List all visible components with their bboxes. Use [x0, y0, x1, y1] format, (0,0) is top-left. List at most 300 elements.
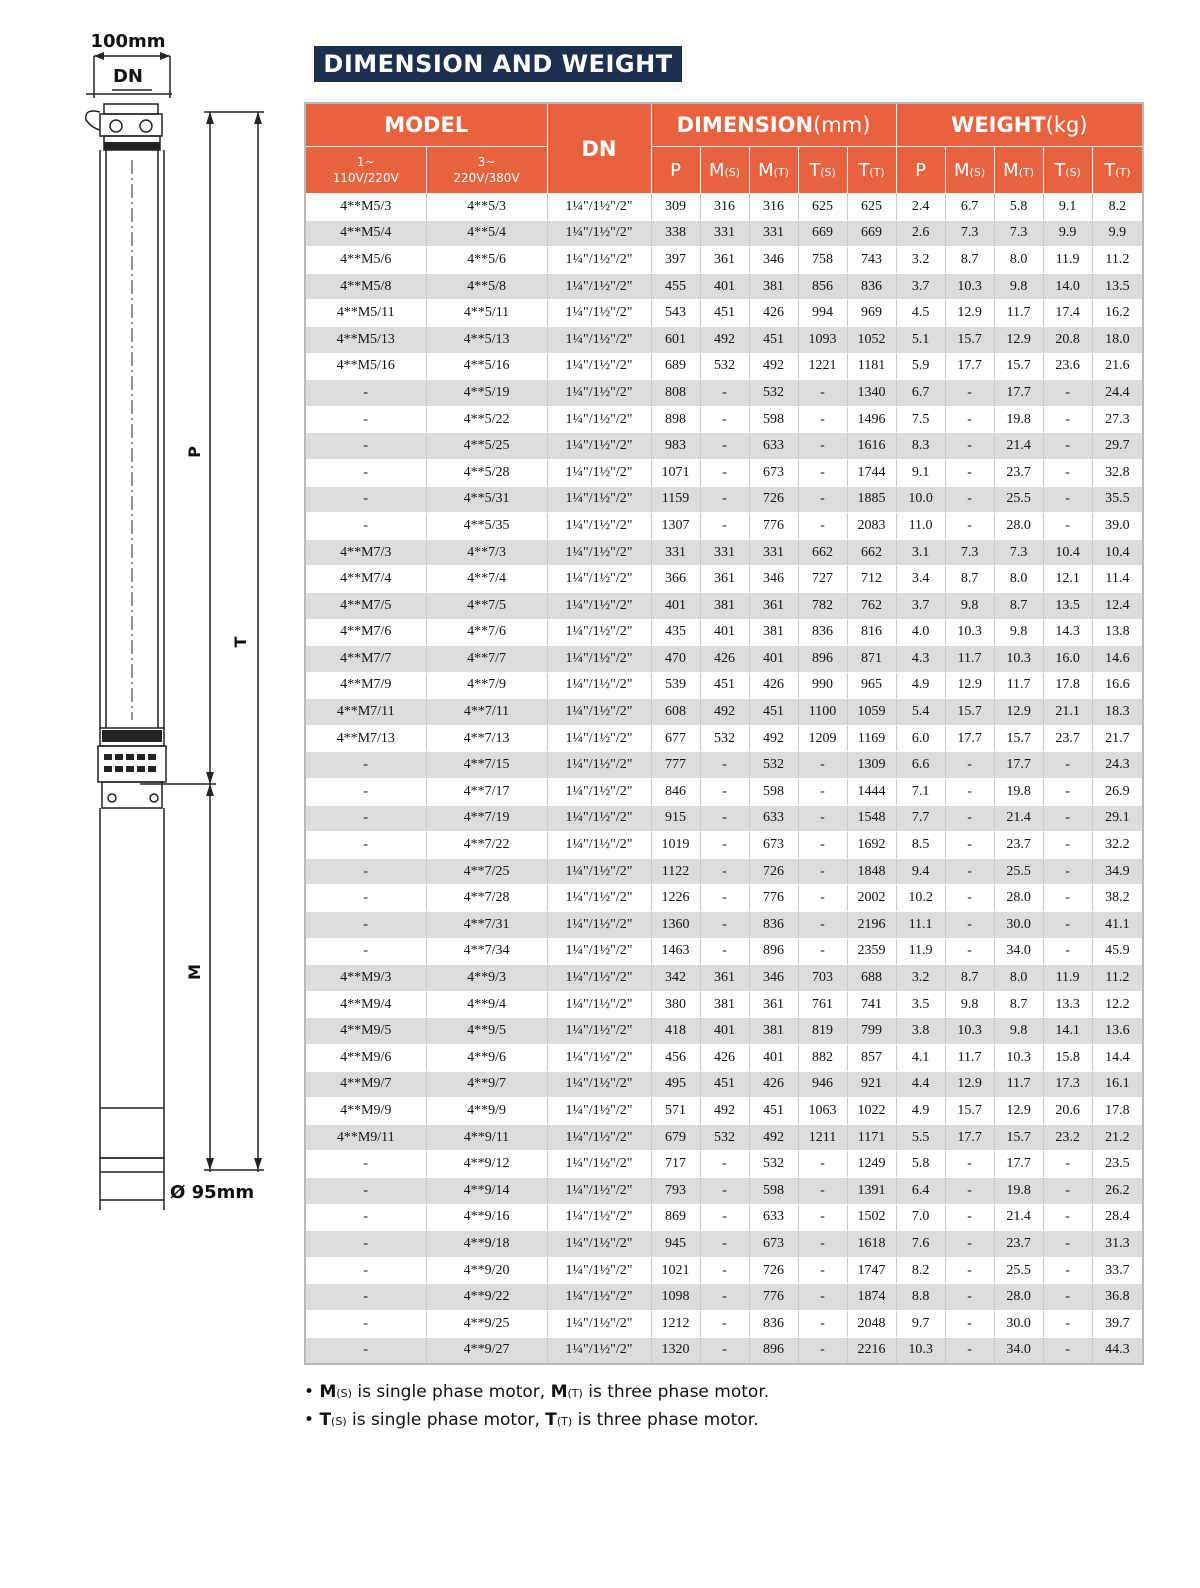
cell-dim-tt: 741 — [847, 991, 896, 1018]
note1-mid: is single phase motor, — [351, 1382, 551, 1402]
page-title: DIMENSION AND WEIGHT — [314, 46, 682, 82]
cell-dim-ts: - — [798, 406, 847, 433]
diameter-label: Ø 95mm — [170, 1182, 255, 1203]
cell-wt-mt: 23.7 — [994, 1231, 1043, 1258]
cell-wt-tt: 21.2 — [1092, 1124, 1143, 1151]
cell-dim-tt: 1496 — [847, 406, 896, 433]
cell-wt-p: 4.9 — [896, 672, 945, 699]
cell-wt-ms: - — [945, 406, 994, 433]
cell-dn: 1¼"/1½"/2" — [547, 672, 651, 699]
cell-dim-tt: 1548 — [847, 805, 896, 832]
cell-wt-tt: 45.9 — [1092, 938, 1143, 965]
cell-dim-p: 380 — [651, 991, 700, 1018]
cell-dim-ms: - — [700, 858, 749, 885]
cell-wt-mt: 8.7 — [994, 592, 1043, 619]
cell-wt-p: 7.7 — [896, 805, 945, 832]
cell-wt-ts: 17.4 — [1043, 300, 1092, 327]
cell-dim-tt: 712 — [847, 566, 896, 593]
cell-wt-ts: - — [1043, 885, 1092, 912]
cell-dim-tt: 1692 — [847, 832, 896, 859]
cell-wt-ts: 14.0 — [1043, 273, 1092, 300]
cell-dn: 1¼"/1½"/2" — [547, 619, 651, 646]
cell-model-3ph: 4**7/7 — [426, 646, 547, 673]
cell-wt-ms: 17.7 — [945, 725, 994, 752]
cell-dn: 1¼"/1½"/2" — [547, 539, 651, 566]
wt-tt-letter: T — [1104, 159, 1116, 181]
cell-wt-ts: 17.8 — [1043, 672, 1092, 699]
cell-dim-ts: 662 — [798, 539, 847, 566]
cell-model-1ph: 4**M9/6 — [305, 1045, 426, 1072]
cell-wt-p: 5.8 — [896, 1151, 945, 1178]
cell-dim-ts: - — [798, 1257, 847, 1284]
table-row — [305, 406, 1143, 433]
cell-dim-mt: 346 — [749, 566, 798, 593]
cell-model-1ph: 4**M7/11 — [305, 699, 426, 726]
cell-dim-mt: 426 — [749, 1071, 798, 1098]
cell-wt-mt: 28.0 — [994, 513, 1043, 540]
cell-dim-tt: 1059 — [847, 699, 896, 726]
cell-dim-ts: - — [798, 805, 847, 832]
cell-dim-ms: 532 — [700, 725, 749, 752]
cell-dn: 1¼"/1½"/2" — [547, 406, 651, 433]
cell-model-1ph: - — [305, 1284, 426, 1311]
table-row — [305, 220, 1143, 247]
table-row — [305, 1124, 1143, 1151]
table-row — [305, 247, 1143, 274]
cell-wt-tt: 38.2 — [1092, 885, 1143, 912]
table-row — [305, 1098, 1143, 1125]
cell-wt-ts: 17.3 — [1043, 1071, 1092, 1098]
table-row — [305, 1071, 1143, 1098]
cell-wt-p: 4.5 — [896, 300, 945, 327]
cell-wt-mt: 28.0 — [994, 1284, 1043, 1311]
cell-dim-ts: - — [798, 832, 847, 859]
wt-ms-suffix: (S) — [969, 165, 986, 179]
model-header: MODEL — [305, 103, 547, 147]
cell-model-1ph: 4**M9/11 — [305, 1124, 426, 1151]
cell-wt-mt: 23.7 — [994, 832, 1043, 859]
cell-dim-tt: 2048 — [847, 1310, 896, 1337]
cell-dim-ts: - — [798, 486, 847, 513]
cell-wt-tt: 10.4 — [1092, 539, 1143, 566]
cell-dim-mt: 633 — [749, 805, 798, 832]
cell-dim-tt: 965 — [847, 672, 896, 699]
cell-model-1ph: 4**M5/6 — [305, 247, 426, 274]
cell-dim-p: 418 — [651, 1018, 700, 1045]
cell-wt-ts: 23.6 — [1043, 353, 1092, 380]
cell-dn: 1¼"/1½"/2" — [547, 300, 651, 327]
cell-dn: 1¼"/1½"/2" — [547, 1257, 651, 1284]
cell-wt-mt: 8.7 — [994, 991, 1043, 1018]
cell-wt-mt: 5.8 — [994, 194, 1043, 221]
cell-wt-ts: 9.1 — [1043, 194, 1092, 221]
cell-wt-tt: 35.5 — [1092, 486, 1143, 513]
cell-model-3ph: 4**5/19 — [426, 380, 547, 407]
cell-model-1ph: 4**M5/3 — [305, 194, 426, 221]
cell-model-1ph: - — [305, 380, 426, 407]
cell-dim-p: 366 — [651, 566, 700, 593]
dim-mt-header — [749, 147, 798, 194]
cell-wt-ts: - — [1043, 1310, 1092, 1337]
cell-dim-p: 338 — [651, 220, 700, 247]
cell-dim-tt: 669 — [847, 220, 896, 247]
cell-dim-ms: 451 — [700, 1071, 749, 1098]
cell-dim-p: 543 — [651, 300, 700, 327]
cell-wt-ts: - — [1043, 513, 1092, 540]
cell-dim-mt: 726 — [749, 1257, 798, 1284]
cell-dim-p: 571 — [651, 1098, 700, 1125]
cell-model-3ph: 4**5/35 — [426, 513, 547, 540]
cell-dim-ts: - — [798, 1204, 847, 1231]
cell-dim-tt: 1885 — [847, 486, 896, 513]
cell-wt-mt: 25.5 — [994, 486, 1043, 513]
cell-dim-ms: 381 — [700, 991, 749, 1018]
cell-dim-ts: 727 — [798, 566, 847, 593]
cell-dim-ts: - — [798, 1337, 847, 1364]
cell-dim-ts: 819 — [798, 1018, 847, 1045]
cell-model-3ph: 4**7/31 — [426, 912, 547, 939]
cell-dim-p: 1021 — [651, 1257, 700, 1284]
cell-dim-mt: 361 — [749, 991, 798, 1018]
table-row — [305, 1257, 1143, 1284]
cell-wt-mt: 12.9 — [994, 699, 1043, 726]
cell-model-1ph: - — [305, 1231, 426, 1258]
cell-wt-tt: 23.5 — [1092, 1151, 1143, 1178]
table-row — [305, 646, 1143, 673]
cell-wt-ts: 11.9 — [1043, 247, 1092, 274]
cell-wt-ms: - — [945, 805, 994, 832]
cell-wt-tt: 26.9 — [1092, 779, 1143, 806]
cell-wt-tt: 31.3 — [1092, 1231, 1143, 1258]
cell-dim-ms: 316 — [700, 194, 749, 221]
cell-model-1ph: - — [305, 433, 426, 460]
cell-wt-p: 11.0 — [896, 513, 945, 540]
dim-mt-letter: M — [758, 159, 774, 181]
cell-dn: 1¼"/1½"/2" — [547, 965, 651, 992]
cell-dim-p: 1098 — [651, 1284, 700, 1311]
cell-dim-tt: 1171 — [847, 1124, 896, 1151]
cell-dim-mt: 401 — [749, 1045, 798, 1072]
dim-ts-suffix: (S) — [820, 165, 836, 179]
cell-wt-mt: 11.7 — [994, 1071, 1043, 1098]
cell-dim-ms: - — [700, 1337, 749, 1364]
cell-wt-p: 5.9 — [896, 353, 945, 380]
cell-dn: 1¼"/1½"/2" — [547, 380, 651, 407]
footnote-motor: • M(S) is single phase motor, M(T) is three phase motor. — [304, 1382, 770, 1402]
cell-dim-ts: - — [798, 433, 847, 460]
cell-dim-mt: 673 — [749, 832, 798, 859]
cell-wt-p: 3.7 — [896, 592, 945, 619]
cell-dim-tt: 1052 — [847, 326, 896, 353]
phase3-header — [426, 147, 547, 194]
cell-model-3ph: 4**5/3 — [426, 194, 547, 221]
cell-wt-mt: 15.7 — [994, 353, 1043, 380]
cell-wt-mt: 8.0 — [994, 566, 1043, 593]
cell-wt-ts: 20.6 — [1043, 1098, 1092, 1125]
cell-dim-mt: 673 — [749, 459, 798, 486]
cell-dim-tt: 625 — [847, 194, 896, 221]
cell-wt-p: 3.5 — [896, 991, 945, 1018]
footnote-total: • T(S) is single phase motor, T(T) is three phase motor. — [304, 1410, 759, 1430]
cell-wt-tt: 36.8 — [1092, 1284, 1143, 1311]
cell-model-3ph: 4**7/3 — [426, 539, 547, 566]
cell-dim-p: 846 — [651, 779, 700, 806]
cell-dim-ms: 361 — [700, 247, 749, 274]
cell-wt-mt: 23.7 — [994, 459, 1043, 486]
cell-model-1ph: - — [305, 459, 426, 486]
note1-m2: M — [550, 1382, 568, 1402]
cell-model-3ph: 4**7/5 — [426, 592, 547, 619]
dim-p-header: P — [651, 147, 700, 194]
pump-dimension-drawing — [0, 0, 300, 1240]
cell-dim-ms: - — [700, 406, 749, 433]
table-row — [305, 699, 1143, 726]
table-row — [305, 539, 1143, 566]
cell-dim-mt: 381 — [749, 619, 798, 646]
cell-model-1ph: - — [305, 779, 426, 806]
cell-model-1ph: - — [305, 1177, 426, 1204]
table-row — [305, 1045, 1143, 1072]
cell-model-1ph: - — [305, 912, 426, 939]
dim-tt-letter: T — [858, 159, 870, 181]
cell-dim-ms: - — [700, 1204, 749, 1231]
cell-model-1ph: 4**M9/5 — [305, 1018, 426, 1045]
cell-dim-ms: - — [700, 1310, 749, 1337]
cell-dim-mt: 598 — [749, 1177, 798, 1204]
table-row — [305, 1151, 1143, 1178]
cell-wt-ms: - — [945, 779, 994, 806]
cell-dn: 1¼"/1½"/2" — [547, 912, 651, 939]
cell-wt-mt: 12.9 — [994, 326, 1043, 353]
cell-dim-mt: 346 — [749, 247, 798, 274]
cell-dim-ms: 331 — [700, 539, 749, 566]
table-row — [305, 353, 1143, 380]
dimension-unit: (mm) — [813, 113, 871, 137]
cell-dim-tt: 1181 — [847, 353, 896, 380]
cell-dn: 1¼"/1½"/2" — [547, 566, 651, 593]
cell-wt-ts: - — [1043, 1284, 1092, 1311]
table-row — [305, 194, 1143, 221]
cell-dim-tt: 1744 — [847, 459, 896, 486]
table-row — [305, 380, 1143, 407]
cell-dim-tt: 1022 — [847, 1098, 896, 1125]
cell-model-1ph: 4**M7/6 — [305, 619, 426, 646]
cell-model-1ph: - — [305, 938, 426, 965]
cell-dim-tt: 743 — [847, 247, 896, 274]
cell-dim-p: 677 — [651, 725, 700, 752]
cell-wt-ts: 11.9 — [1043, 965, 1092, 992]
cell-dim-p: 869 — [651, 1204, 700, 1231]
cell-dim-tt: 921 — [847, 1071, 896, 1098]
cell-model-3ph: 4**5/8 — [426, 273, 547, 300]
cell-dim-ts: - — [798, 858, 847, 885]
cell-dim-p: 608 — [651, 699, 700, 726]
cell-wt-mt: 34.0 — [994, 938, 1043, 965]
cell-wt-p: 6.7 — [896, 380, 945, 407]
cell-wt-p: 9.7 — [896, 1310, 945, 1337]
cell-dim-p: 456 — [651, 1045, 700, 1072]
cell-wt-tt: 32.8 — [1092, 459, 1143, 486]
cell-wt-mt: 10.3 — [994, 1045, 1043, 1072]
cell-wt-ts: - — [1043, 406, 1092, 433]
cell-dim-ms: 361 — [700, 566, 749, 593]
cell-dn: 1¼"/1½"/2" — [547, 1177, 651, 1204]
cell-dim-mt: 836 — [749, 1310, 798, 1337]
cell-wt-tt: 24.3 — [1092, 752, 1143, 779]
cell-wt-mt: 19.8 — [994, 406, 1043, 433]
cell-dn: 1¼"/1½"/2" — [547, 1284, 651, 1311]
cell-dim-mt: 426 — [749, 300, 798, 327]
dimension-weight-table — [304, 102, 1144, 1365]
phase3-bottom: 220V/380V — [453, 171, 520, 185]
cell-dim-mt: 598 — [749, 406, 798, 433]
cell-dim-ts: 836 — [798, 619, 847, 646]
cell-wt-ms: 7.3 — [945, 539, 994, 566]
cell-dim-ts: 990 — [798, 672, 847, 699]
cell-model-3ph: 4**5/22 — [426, 406, 547, 433]
cell-wt-p: 4.4 — [896, 1071, 945, 1098]
cell-wt-tt: 24.4 — [1092, 380, 1143, 407]
cell-dim-ms: 426 — [700, 646, 749, 673]
cell-dim-ts: - — [798, 380, 847, 407]
cell-dn: 1¼"/1½"/2" — [547, 326, 651, 353]
cell-wt-ms: - — [945, 885, 994, 912]
cell-dim-tt: 1747 — [847, 1257, 896, 1284]
cell-wt-ts: 23.7 — [1043, 725, 1092, 752]
spec-table-body — [305, 194, 1143, 1365]
cell-wt-ms: - — [945, 1310, 994, 1337]
cell-dim-ts: - — [798, 459, 847, 486]
cell-dim-ms: - — [700, 912, 749, 939]
cell-wt-ms: 6.7 — [945, 194, 994, 221]
cell-model-3ph: 4**7/34 — [426, 938, 547, 965]
cell-wt-p: 5.5 — [896, 1124, 945, 1151]
cell-model-1ph: 4**M7/7 — [305, 646, 426, 673]
wt-mt-header — [994, 147, 1043, 194]
cell-dim-ts: - — [798, 912, 847, 939]
t-label: T — [231, 636, 250, 648]
cell-wt-tt: 16.6 — [1092, 672, 1143, 699]
cell-dim-mt: 598 — [749, 779, 798, 806]
cell-dim-tt: 799 — [847, 1018, 896, 1045]
cell-wt-mt: 19.8 — [994, 779, 1043, 806]
cell-dim-ms: - — [700, 1177, 749, 1204]
cell-wt-ms: 9.8 — [945, 592, 994, 619]
cell-wt-mt: 17.7 — [994, 1151, 1043, 1178]
cell-model-3ph: 4**9/3 — [426, 965, 547, 992]
cell-dim-mt: 492 — [749, 725, 798, 752]
cell-wt-tt: 13.5 — [1092, 273, 1143, 300]
cell-dim-mt: 673 — [749, 1231, 798, 1258]
cell-model-3ph: 4**5/16 — [426, 353, 547, 380]
cell-wt-ms: - — [945, 912, 994, 939]
cell-wt-p: 4.0 — [896, 619, 945, 646]
cell-dim-ts: - — [798, 513, 847, 540]
cell-wt-p: 3.4 — [896, 566, 945, 593]
cell-dim-tt: 1309 — [847, 752, 896, 779]
note2-s: (S) — [331, 1415, 347, 1428]
wt-ts-letter: T — [1054, 159, 1066, 181]
cell-wt-ms: - — [945, 1151, 994, 1178]
cell-dim-ms: 426 — [700, 1045, 749, 1072]
phase3-top: 3~ — [477, 155, 496, 169]
cell-wt-tt: 34.9 — [1092, 858, 1143, 885]
cell-wt-ms: 17.7 — [945, 353, 994, 380]
cell-dim-ms: 401 — [700, 1018, 749, 1045]
cell-model-1ph: - — [305, 885, 426, 912]
cell-dim-ts: 946 — [798, 1071, 847, 1098]
cell-dim-mt: 896 — [749, 1337, 798, 1364]
table-row — [305, 805, 1143, 832]
cell-dim-mt: 633 — [749, 1204, 798, 1231]
cell-wt-mt: 21.4 — [994, 805, 1043, 832]
cell-dim-ms: - — [700, 513, 749, 540]
note2-t: T — [319, 1410, 332, 1430]
cell-dim-mt: 451 — [749, 1098, 798, 1125]
wt-ts-suffix: (S) — [1065, 165, 1081, 179]
dim-ts-letter: T — [809, 159, 821, 181]
p-label: P — [185, 446, 204, 458]
cell-dim-mt: 331 — [749, 220, 798, 247]
cell-wt-p: 8.2 — [896, 1257, 945, 1284]
table-row — [305, 938, 1143, 965]
cell-dim-p: 898 — [651, 406, 700, 433]
cell-dim-ms: 451 — [700, 672, 749, 699]
cell-dim-tt: 857 — [847, 1045, 896, 1072]
cell-model-3ph: 4**7/13 — [426, 725, 547, 752]
table-row — [305, 779, 1143, 806]
cell-dim-mt: 633 — [749, 433, 798, 460]
pump-drawing-svg — [0, 0, 300, 1240]
cell-wt-tt: 14.6 — [1092, 646, 1143, 673]
cell-dim-p: 601 — [651, 326, 700, 353]
spec-table-wrapper — [304, 102, 1142, 1365]
cell-model-1ph: 4**M7/13 — [305, 725, 426, 752]
cell-dim-tt: 1169 — [847, 725, 896, 752]
cell-wt-p: 9.4 — [896, 858, 945, 885]
cell-dn: 1¼"/1½"/2" — [547, 194, 651, 221]
cell-model-3ph: 4**7/28 — [426, 885, 547, 912]
cell-wt-mt: 9.8 — [994, 273, 1043, 300]
cell-wt-tt: 14.4 — [1092, 1045, 1143, 1072]
cell-dim-ms: - — [700, 752, 749, 779]
cell-model-1ph: - — [305, 1310, 426, 1337]
cell-dim-ms: - — [700, 1231, 749, 1258]
cell-wt-ts: - — [1043, 486, 1092, 513]
cell-wt-ts: - — [1043, 779, 1092, 806]
cell-dim-mt: 532 — [749, 752, 798, 779]
dim-ms-letter: M — [708, 159, 725, 181]
cell-model-3ph: 4**9/22 — [426, 1284, 547, 1311]
cell-dim-ms: - — [700, 779, 749, 806]
cell-dim-p: 470 — [651, 646, 700, 673]
cell-dim-mt: 532 — [749, 1151, 798, 1178]
cell-dim-ms: 381 — [700, 592, 749, 619]
cell-dim-ms: - — [700, 459, 749, 486]
cell-dim-tt: 1249 — [847, 1151, 896, 1178]
cell-dim-ms: - — [700, 885, 749, 912]
cell-dim-mt: 532 — [749, 380, 798, 407]
cell-wt-ms: 7.3 — [945, 220, 994, 247]
cell-wt-ts: - — [1043, 832, 1092, 859]
dim-tt-suffix: (T) — [869, 165, 885, 179]
cell-dim-tt: 1618 — [847, 1231, 896, 1258]
cell-model-3ph: 4**5/4 — [426, 220, 547, 247]
cell-wt-ts: - — [1043, 805, 1092, 832]
cell-dim-ms: 532 — [700, 1124, 749, 1151]
cell-wt-ms: 11.7 — [945, 1045, 994, 1072]
cell-wt-mt: 15.7 — [994, 1124, 1043, 1151]
